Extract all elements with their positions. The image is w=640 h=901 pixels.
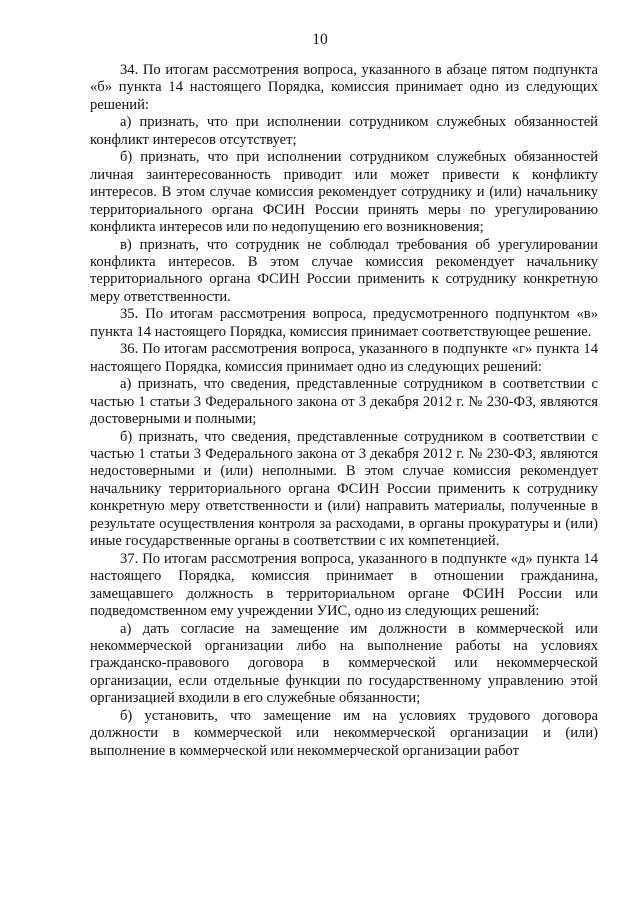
paragraph-34-v: в) признать, что сотрудник не соблюдал требования об урегулировании конфликта интересов. В этом случае комиссия рекомендует начальнику территориального органа ФСИН России применить к сотруднику конкретную меру ответственности. — [90, 236, 598, 305]
paragraph-34-b: б) признать, что при исполнении сотрудником служебных обязанностей личная заинтересованность приводит или может привести к конфликту интересов. В этом случае комиссия рекомендует сотруднику и (или) начальнику территориального органа ФСИН России принять меры по урегулированию конфликта интересов или по недопущению его возникновения; — [90, 149, 598, 236]
paragraph-35: 35. По итогам рассмотрения вопроса, предусмотренного подпунктом «в» пункта 14 настоящего Порядка, комиссия принимает соответствующее решение. — [90, 306, 598, 340]
paragraph-37-b: б) установить, что замещение им на условиях трудового договора должности в коммерческой или некоммерческой организации и (или) выполнение в коммерческой или некоммерческой организации работ — [90, 707, 598, 759]
paragraph-36-b: б) признать, что сведения, представленные сотрудником в соответствии с частью 1 статьи 3 Федерального закона от 3 декабря 2012 г. № 230-ФЗ, являются недостоверными и (или) неполными. В этом случае комиссия рекомендует начальнику территориального органа ФСИН России применить к сотруднику конкретную меру ответственности и (или) направить материалы, полученные в результате осуществления контроля за расходами, в органы прокуратуры и (или) иные государственные органы в соответствии с их компетенцией. — [90, 428, 598, 550]
paragraph-36-a: а) признать, что сведения, представленные сотрудником в соответствии с частью 1 статьи 3 Федерального закона от 3 декабря 2012 г. № 230-ФЗ, являются достоверными и полными; — [90, 376, 598, 428]
page-number: 10 — [312, 31, 328, 48]
paragraph-34-a: а) признать, что при исполнении сотрудником служебных обязанностей конфликт интересов отсутствует; — [90, 114, 598, 148]
paragraph-37: 37. По итогам рассмотрения вопроса, указанного в подпункте «д» пункта 14 настоящего Порядка, комиссия принимает в отношении гражданина, замещавшего должность в территориальном органе ФСИН России или подведомственном ему учреждении УИС, одно из следующих решений: — [90, 550, 598, 620]
document-body — [90, 62, 598, 760]
paragraph-36: 36. По итогам рассмотрения вопроса, указанного в подпункте «г» пункта 14 настоящего Порядка, комиссия принимает одно из следующих решений: — [90, 341, 598, 375]
paragraph-37-a: а) дать согласие на замещение им должности в коммерческой или некоммерческой организации либо на выполнение работы на условиях гражданско-правового договора в коммерческой или некоммерческой организации, если отдельные функции по государственному управлению этой организацией входили в его служебные обязанности; — [90, 620, 598, 707]
paragraph-34: 34. По итогам рассмотрения вопроса, указанного в абзаце пятом подпункта «б» пункта 14 настоящего Порядка, комиссия принимает одно из следующих решений: — [90, 62, 598, 113]
